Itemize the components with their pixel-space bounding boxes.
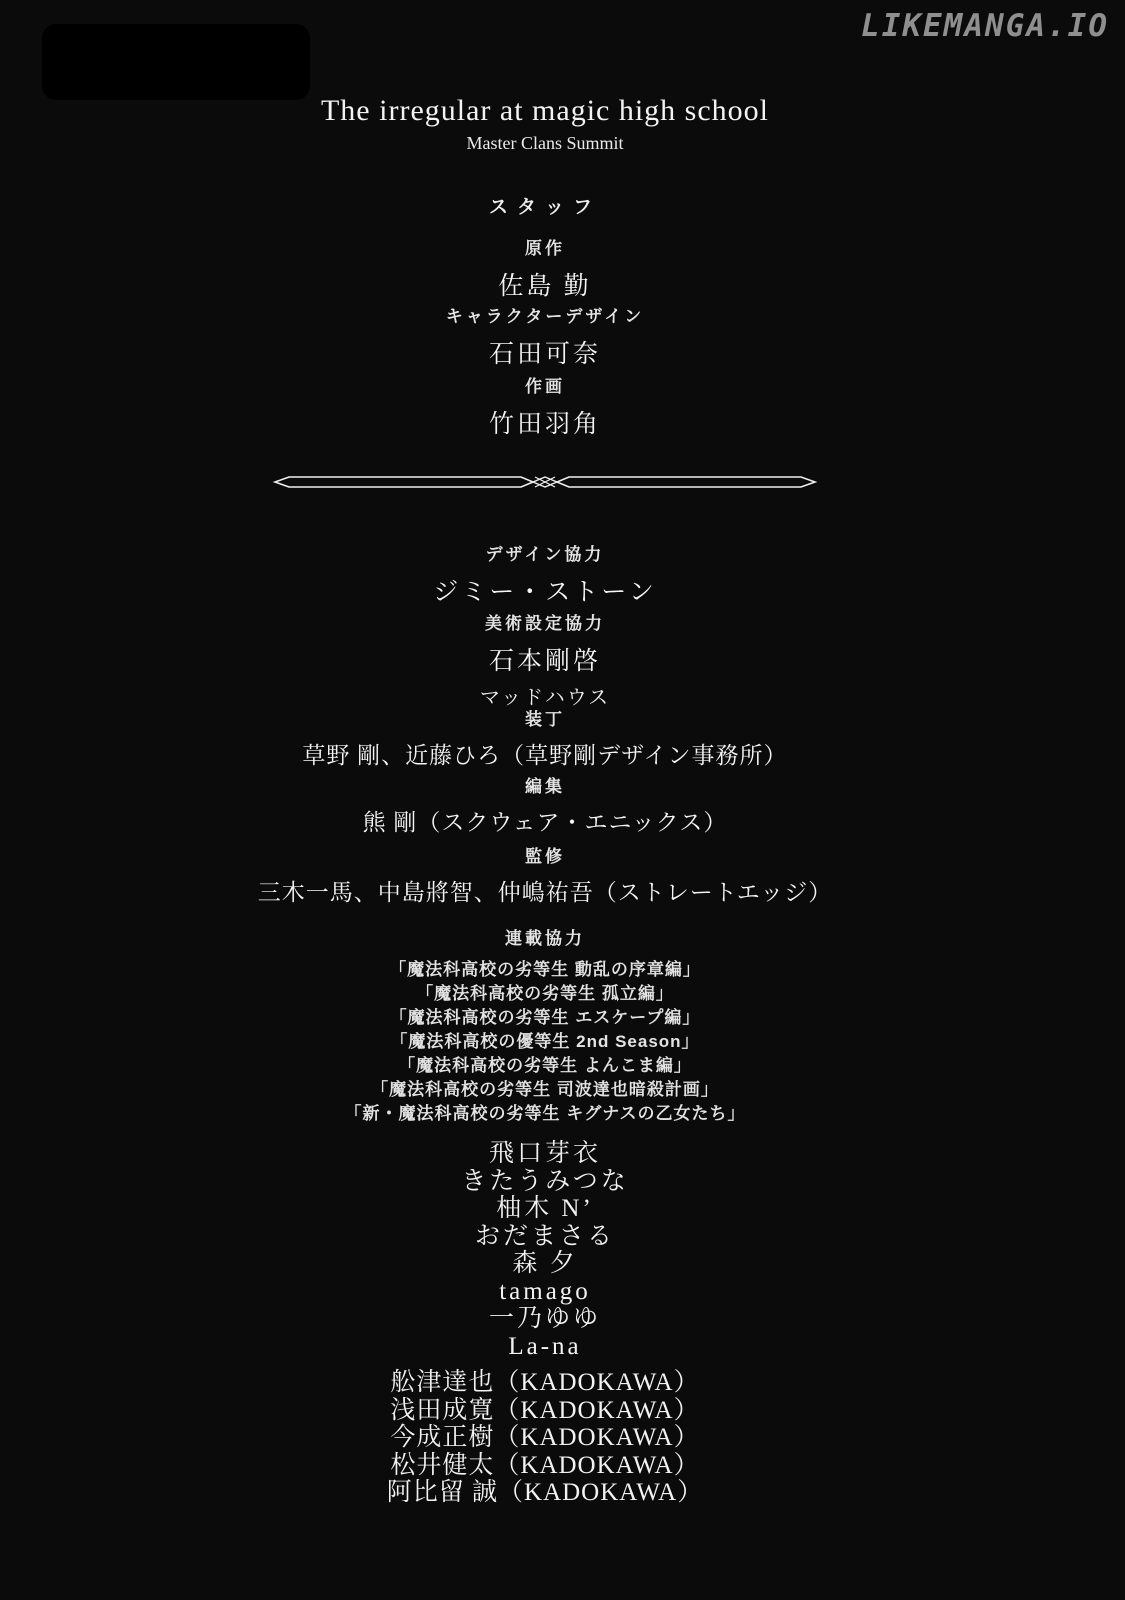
serialization-title: 「魔法科高校の劣等生 動乱の序章編」 [389, 960, 701, 979]
serialization-title: 「魔法科高校の劣等生 司波達也暗殺計画」 [371, 1080, 719, 1099]
serialization-title: 「新・魔法科高校の劣等生 キグナスの乙女たち」 [344, 1104, 746, 1123]
credit-character-design [0, 302, 1090, 370]
credit-editing [0, 772, 1090, 837]
credit-label: キャラクターデザイン [445, 307, 645, 326]
credit-label: 装丁 [525, 710, 565, 729]
credit-supervision [0, 842, 1090, 907]
title-block [0, 94, 1090, 154]
credit-value: 草野 剛、近藤ひろ（草野剛デザイン事務所） [302, 743, 788, 768]
credit-label: 作画 [525, 377, 565, 396]
credit-art-setting-cooperation [0, 609, 1090, 710]
publisher-name: 浅田成寛（KADOKAWA） [390, 1396, 700, 1424]
publisher-name: 阿比留 誠（KADOKAWA） [386, 1479, 704, 1506]
credit-label: デザイン協力 [485, 545, 605, 564]
contributor-name: きたうみつな [461, 1167, 629, 1195]
staff-heading [0, 192, 1090, 219]
site-watermark: LIKEMANGA.IO [861, 8, 1109, 44]
credit-art [0, 372, 1090, 440]
credit-value: 石田可奈 [488, 341, 601, 368]
page-subtitle: Master Clans Summit [466, 133, 624, 153]
credit-value: ジミー・ストーン [433, 579, 657, 606]
serialization-title: 「魔法科高校の優等生 2nd Season」 [390, 1032, 700, 1051]
credit-design-cooperation [0, 540, 1090, 608]
contributor-name: 一乃ゆゆ [488, 1305, 601, 1332]
credit-label: 編集 [525, 777, 565, 796]
publisher-name: 舩津達也（KADOKAWA） [390, 1369, 700, 1396]
contributor-name: tamago [499, 1277, 591, 1305]
credit-value: 三木一馬、中島將智、仲嶋祐吾（ストレートエッジ） [257, 880, 833, 905]
serialization-title: 「魔法科高校の劣等生 エスケープ編」 [389, 1008, 701, 1027]
contributor-list [0, 1140, 1090, 1360]
serialization-title-list [0, 958, 1090, 1126]
publisher-list [0, 1369, 1090, 1507]
redacted-logo-block [42, 24, 310, 100]
contributor-name: 森 夕 [512, 1250, 578, 1277]
contributor-name: 柚木 N’ [496, 1195, 594, 1222]
publisher-name: 松井健太（KADOKAWA） [390, 1451, 700, 1479]
serialization-title: 「魔法科高校の劣等生 よんこま編」 [398, 1056, 692, 1075]
serialization-label: 連載協力 [505, 929, 585, 948]
contributor-name: 飛口芽衣 [488, 1140, 601, 1167]
credit-value: 石本剛啓 [488, 648, 601, 675]
contributor-name: おだまさる [474, 1222, 615, 1250]
staff-heading-label: スタッフ [488, 197, 601, 218]
credit-label: 美術設定協力 [485, 614, 605, 633]
credit-binding-design [0, 705, 1090, 770]
section-divider [271, 474, 819, 495]
credit-sub-value: マッドハウス [479, 687, 611, 709]
credit-value: 熊 剛（スクウェア・エニックス） [362, 810, 728, 835]
credit-original-work [0, 234, 1090, 302]
credit-label: 監修 [525, 847, 565, 866]
serialization-cooperation [0, 924, 1090, 1126]
serialization-title: 「魔法科高校の劣等生 孤立編」 [416, 984, 674, 1003]
credit-label: 原作 [525, 239, 565, 258]
publisher-name: 今成正樹（KADOKAWA） [390, 1424, 700, 1451]
page-title: The irregular at magic high school [320, 94, 770, 127]
credit-value: 竹田羽角 [488, 411, 601, 438]
contributor-name: La-na [508, 1332, 582, 1360]
credit-value: 佐島 勤 [498, 273, 592, 300]
divider-ornament-icon [271, 474, 819, 490]
